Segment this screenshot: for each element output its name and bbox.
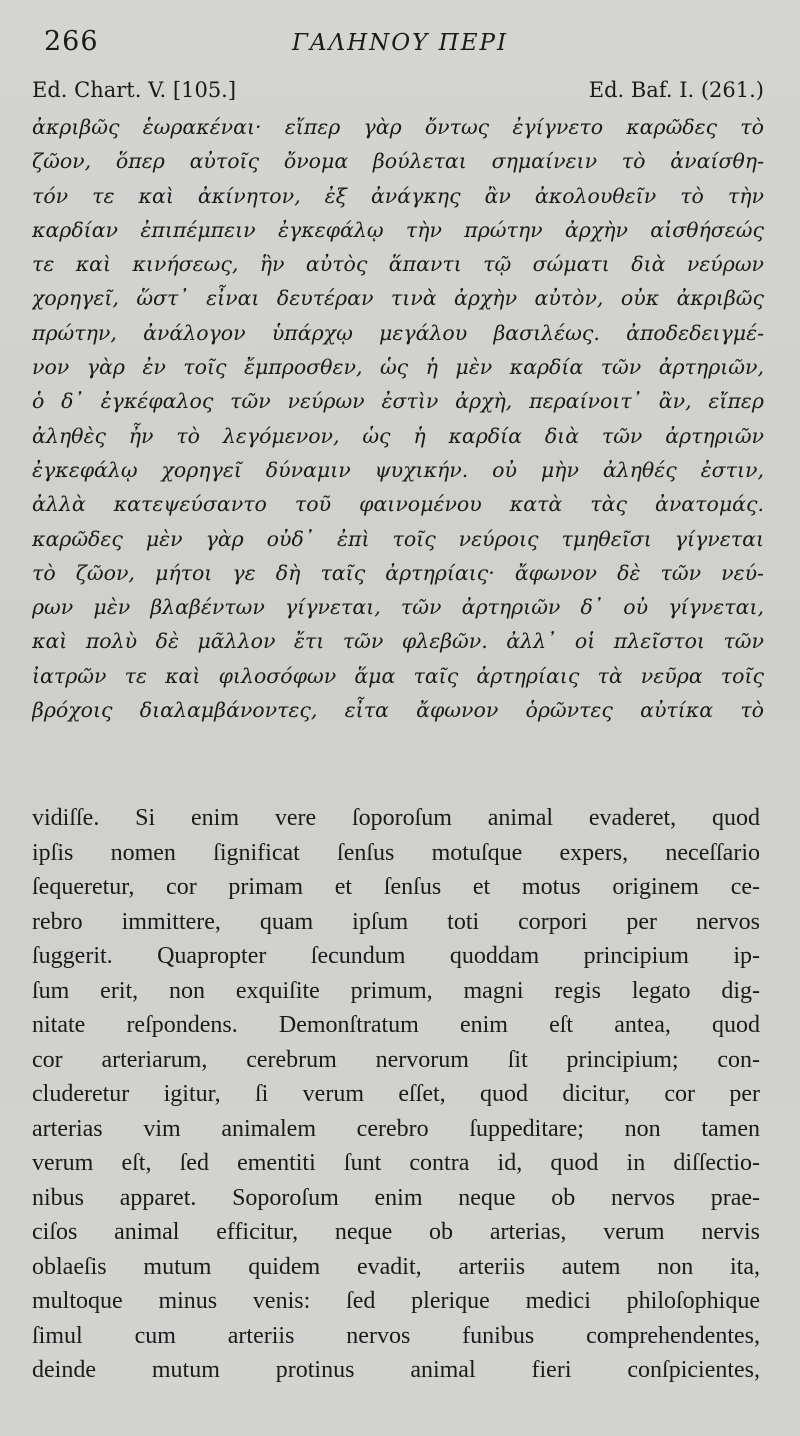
latin-line: ſum erit, non exquiſite primum, magni regis legato dig- (32, 977, 760, 1004)
latin-line: ciſos animal efficitur, neque ob arterias, verum nervis (32, 1219, 760, 1245)
page-number: 266 (44, 26, 99, 57)
greek-line: βρόχοις διαλαμβάνοντες, εἶτα ἄφωνον ὁρῶντες αὐτίκα τὸ (32, 698, 764, 723)
greek-line: ζῶον, ὅπερ αὐτοῖς ὄνομα βούλεται σημαίνειν τὸ ἀναίσθη- (32, 149, 764, 174)
latin-line: ſimul cum arteriis nervos funibus comprehendentes, (32, 1322, 760, 1349)
greek-line: ἀλλὰ κατεψεύσαντο τοῦ φαινομένου κατὰ τὰς ἀνατομάς. (32, 492, 764, 517)
greek-line: ρων μὲν βλαβέντων γίγνεται, τῶν ἀρτηριῶν δ᾽ οὐ γίγνεται, (32, 595, 764, 620)
latin-line: verum eſt, ſed ementiti ſunt contra id, quod in diſſectio- (32, 1150, 760, 1176)
greek-line: καὶ πολὺ δὲ μᾶλλον ἔτι τῶν φλεβῶν. ἀλλ᾽ οἱ πλεῖστοι τῶν (32, 629, 764, 654)
greek-line: ὁ δ᾽ ἐγκέφαλος τῶν νεύρων ἐστὶν ἀρχὴ, περαίνοιτ᾽ ἂν, εἴπερ (32, 389, 764, 414)
latin-line: multoque minus venis: ſed plerique medici philoſophique (32, 1288, 760, 1314)
latin-line: nitate reſpondens. Demonſtratum enim eſt antea, quod (32, 1012, 760, 1038)
greek-line: ἀληθὲς ἦν τὸ λεγόμενον, ὡς ἡ καρδία διὰ τῶν ἀρτηριῶν (32, 423, 764, 448)
greek-line: ἰατρῶν τε καὶ φιλοσόφων ἅμα ταῖς ἀρτηρίαις τὰ νεῦρα τοῖς (32, 663, 764, 688)
latin-line: ſequeretur, cor primam et ſenſus et motus originem ce- (32, 874, 760, 900)
latin-line: ſuggerit. Quapropter ſecundum quoddam principium ip- (32, 943, 760, 969)
edition-reference-right: Ed. Baf. I. (261.) (588, 78, 764, 102)
greek-line: τε καὶ κινήσεως, ἣν αὐτὸς ἅπαντι τῷ σώματι διὰ νεύρων (32, 252, 764, 277)
greek-line: καρδίαν ἐπιπέμπειν ἐγκεφάλῳ τὴν πρώτην ἀρχὴν αἰσθήσεώς (32, 217, 764, 242)
latin-line: oblaeſis mutum quidem evadit, arteriis autem non ita, (32, 1253, 760, 1280)
greek-line: τὸ ζῶον, μήτοι γε δὴ ταῖς ἀρτηρίαις· ἄφωνον δὲ τῶν νεύ- (32, 560, 764, 585)
greek-line: ἐγκεφάλῳ χορηγεῖ δύναμιν ψυχικήν. οὐ μὴν ἀληθές ἐστιν, (32, 457, 764, 482)
greek-text-block (32, 110, 764, 727)
greek-line: πρώτην, ἀνάλογον ὑπάρχῳ μεγάλου βασιλέως. ἀποδεδειγμέ- (32, 320, 764, 345)
running-title: ΓΑΛΗΝΟΥ ΠΕΡΙ (291, 30, 509, 56)
greek-line: ἀκριβῶς ἑωρακέναι· εἴπερ γὰρ ὄντως ἐγίγνετο καρῶδες τὸ (32, 115, 764, 139)
greek-line: καρῶδες μὲν γὰρ οὐδ᾽ ἐπὶ τοῖς νεύροις τμηθεῖσι γίγνεται (32, 526, 764, 551)
greek-line: νον γὰρ ἐν τοῖς ἔμπροσθεν, ὡς ἡ μὲν καρδία τῶν ἀρτηριῶν, (32, 355, 764, 380)
latin-line: vidiſſe. Si enim vere ſoporoſum animal evaderet, quod (32, 805, 760, 831)
latin-line: cluderetur igitur, ſi verum eſſet, quod dicitur, cor per (32, 1081, 760, 1107)
latin-line: arterias vim animalem cerebro ſuppeditare; non tamen (32, 1115, 760, 1142)
latin-line: rebro immittere, quam ipſum toti corpori per nervos (32, 908, 760, 935)
greek-line: χορηγεῖ, ὥστ᾽ εἶναι δευτέραν τινὰ ἀρχὴν αὐτὸν, οὐκ ἀκριβῶς (32, 286, 764, 311)
latin-line: cor arteriarum, cerebrum nervorum ſit principium; con- (32, 1046, 760, 1073)
latin-line: ipſis nomen ſignificat ſenſus motuſque expers, neceſſario (32, 839, 760, 866)
latin-line: nibus apparet. Soporoſum enim neque ob nervos prae- (32, 1184, 760, 1211)
greek-line: τόν τε καὶ ἀκίνητον, ἐξ ἀνάγκης ἂν ἀκολουθεῖν τὸ τὴν (32, 183, 764, 208)
latin-line: deinde mutum protinus animal fieri conſpicientes, (32, 1357, 760, 1383)
edition-reference-left: Ed. Chart. V. [105.] (32, 78, 237, 102)
latin-text-block (32, 801, 760, 1388)
